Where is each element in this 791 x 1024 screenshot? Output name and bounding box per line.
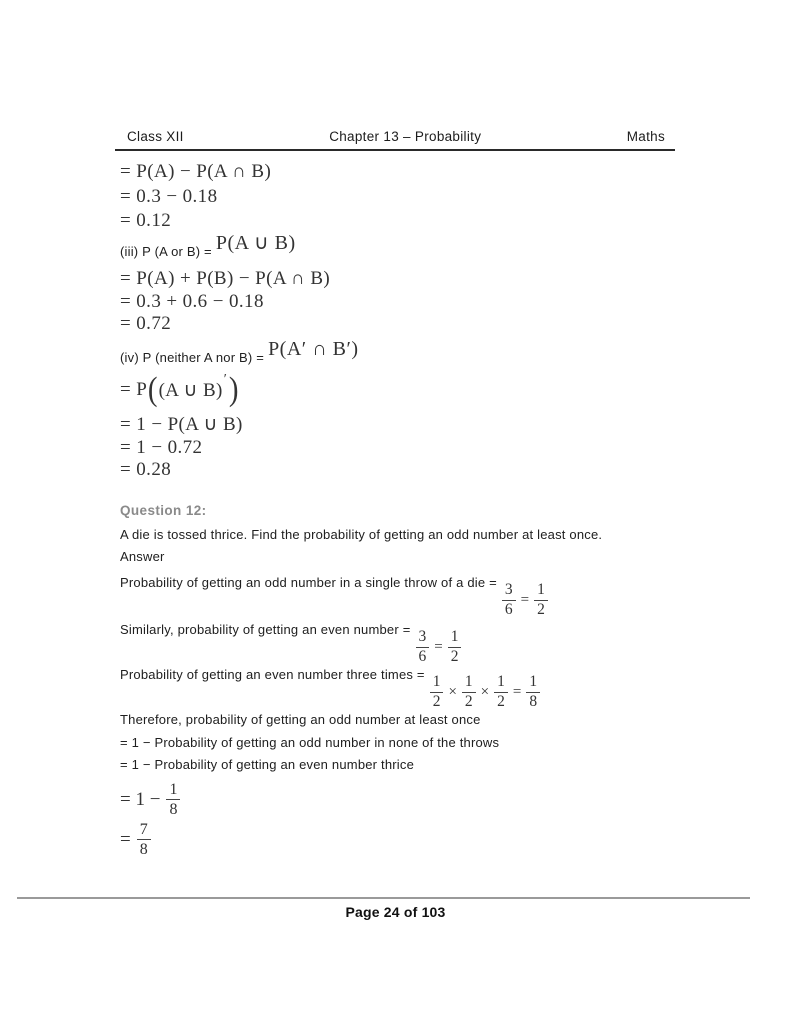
probability-odd-text: Probability of getting an odd number in a single throw of a die = <box>120 575 497 590</box>
footer-divider <box>17 897 750 899</box>
equation-prefix: = 1 − <box>120 788 161 810</box>
multiply-sign: × <box>448 683 457 700</box>
equation-line: = 0.3 − 0.18 <box>120 186 218 207</box>
fraction-denominator: 2 <box>537 600 545 618</box>
page-number: Page 24 of 103 <box>345 904 446 920</box>
page-header <box>115 129 675 151</box>
fraction-group <box>416 629 462 665</box>
fraction-numerator: 1 <box>430 674 444 693</box>
fraction-numerator: 3 <box>416 629 430 648</box>
big-close-paren: ) <box>228 371 239 408</box>
equation-complement <box>120 373 239 407</box>
question-text: A die is tossed thrice. Find the probability of getting an odd number at least once. <box>120 527 603 542</box>
question-heading: Question 12: <box>120 503 207 518</box>
part-iv-label: (iv) P (neither A nor B) = <box>120 350 265 365</box>
fraction-numerator: 1 <box>448 629 462 648</box>
equation-line: = P(A) + P(B) − P(A ∩ B) <box>120 268 331 289</box>
part-iii-label: (iii) P (A or B) = <box>120 244 212 259</box>
equals-sign: = <box>512 683 522 700</box>
fraction-numerator: 1 <box>534 582 548 601</box>
probability-even-text: Similarly, probability of getting an even number = <box>120 622 411 637</box>
fraction-denominator: 2 <box>464 692 473 710</box>
probability-even-line <box>120 621 461 665</box>
fraction-denominator: 8 <box>169 801 178 819</box>
equation-line: = 1 − P(A ∪ B) <box>120 414 243 435</box>
equation-line: = 0.3 + 0.6 − 0.18 <box>120 291 264 312</box>
prime-mark: ′ <box>223 372 227 387</box>
complement-line-2: = 1 − Probability of getting an even number thrice <box>120 757 415 772</box>
fraction-denominator: 2 <box>432 692 441 710</box>
equation-prefix: = <box>120 828 131 850</box>
equation-line: = 0.28 <box>120 459 172 480</box>
final-equation-1 <box>120 781 180 819</box>
fraction <box>430 674 444 710</box>
fraction <box>502 582 516 618</box>
fraction-numerator: 7 <box>137 821 151 840</box>
fraction-numerator: 1 <box>526 674 540 693</box>
fraction-denominator: 8 <box>529 692 538 710</box>
therefore-line: Therefore, probability of getting an odd number at least once <box>120 712 481 727</box>
answer-label: Answer <box>120 549 165 564</box>
fraction <box>137 821 151 859</box>
fraction-denominator: 2 <box>450 647 459 665</box>
probability-odd-line <box>120 574 548 618</box>
part-iv-expression: P(A′ ∩ B′) <box>268 338 359 360</box>
fraction <box>448 629 462 665</box>
fraction <box>166 781 180 819</box>
equals-sign: = <box>520 591 530 608</box>
probability-thrice-text: Probability of getting an even number three times = <box>120 667 425 682</box>
header-chapter-title: Chapter 13 – Probability <box>329 129 482 144</box>
fraction-numerator: 1 <box>462 674 476 693</box>
fraction-numerator: 1 <box>494 674 508 693</box>
fraction-denominator: 6 <box>418 647 427 665</box>
fraction-numerator: 1 <box>166 781 180 800</box>
part-iii-line <box>120 230 296 261</box>
equation-line: = 0.12 <box>120 210 172 231</box>
equation-line: = P(A) − P(A ∩ B) <box>120 161 272 182</box>
probability-thrice-line <box>120 666 540 710</box>
fraction <box>494 674 508 710</box>
fraction <box>462 674 476 710</box>
equation-line: = 1 − 0.72 <box>120 437 203 458</box>
fraction-denominator: 8 <box>139 841 148 859</box>
equation-inner: (A ∪ B) <box>158 379 223 401</box>
fraction-denominator: 6 <box>504 600 513 618</box>
part-iv-line <box>120 338 358 367</box>
fraction <box>534 582 548 618</box>
fraction-numerator: 3 <box>502 582 516 601</box>
fraction-group <box>430 674 540 710</box>
header-class: Class XII <box>127 129 184 144</box>
big-open-paren: ( <box>148 371 158 408</box>
fraction <box>416 629 430 665</box>
complement-line-1: = 1 − Probability of getting an odd number in none of the throws <box>120 735 500 750</box>
header-subject: Maths <box>626 129 665 144</box>
multiply-sign: × <box>480 683 490 700</box>
final-equation-2 <box>120 821 151 859</box>
equation-line: = 0.72 <box>120 313 172 334</box>
fraction-group <box>502 582 548 618</box>
equals-sign: = <box>434 638 443 655</box>
equation-prefix: = P <box>120 379 148 400</box>
fraction <box>526 674 540 710</box>
fraction-denominator: 2 <box>497 692 505 710</box>
part-iii-expression: P(A ∪ B) <box>215 232 296 254</box>
